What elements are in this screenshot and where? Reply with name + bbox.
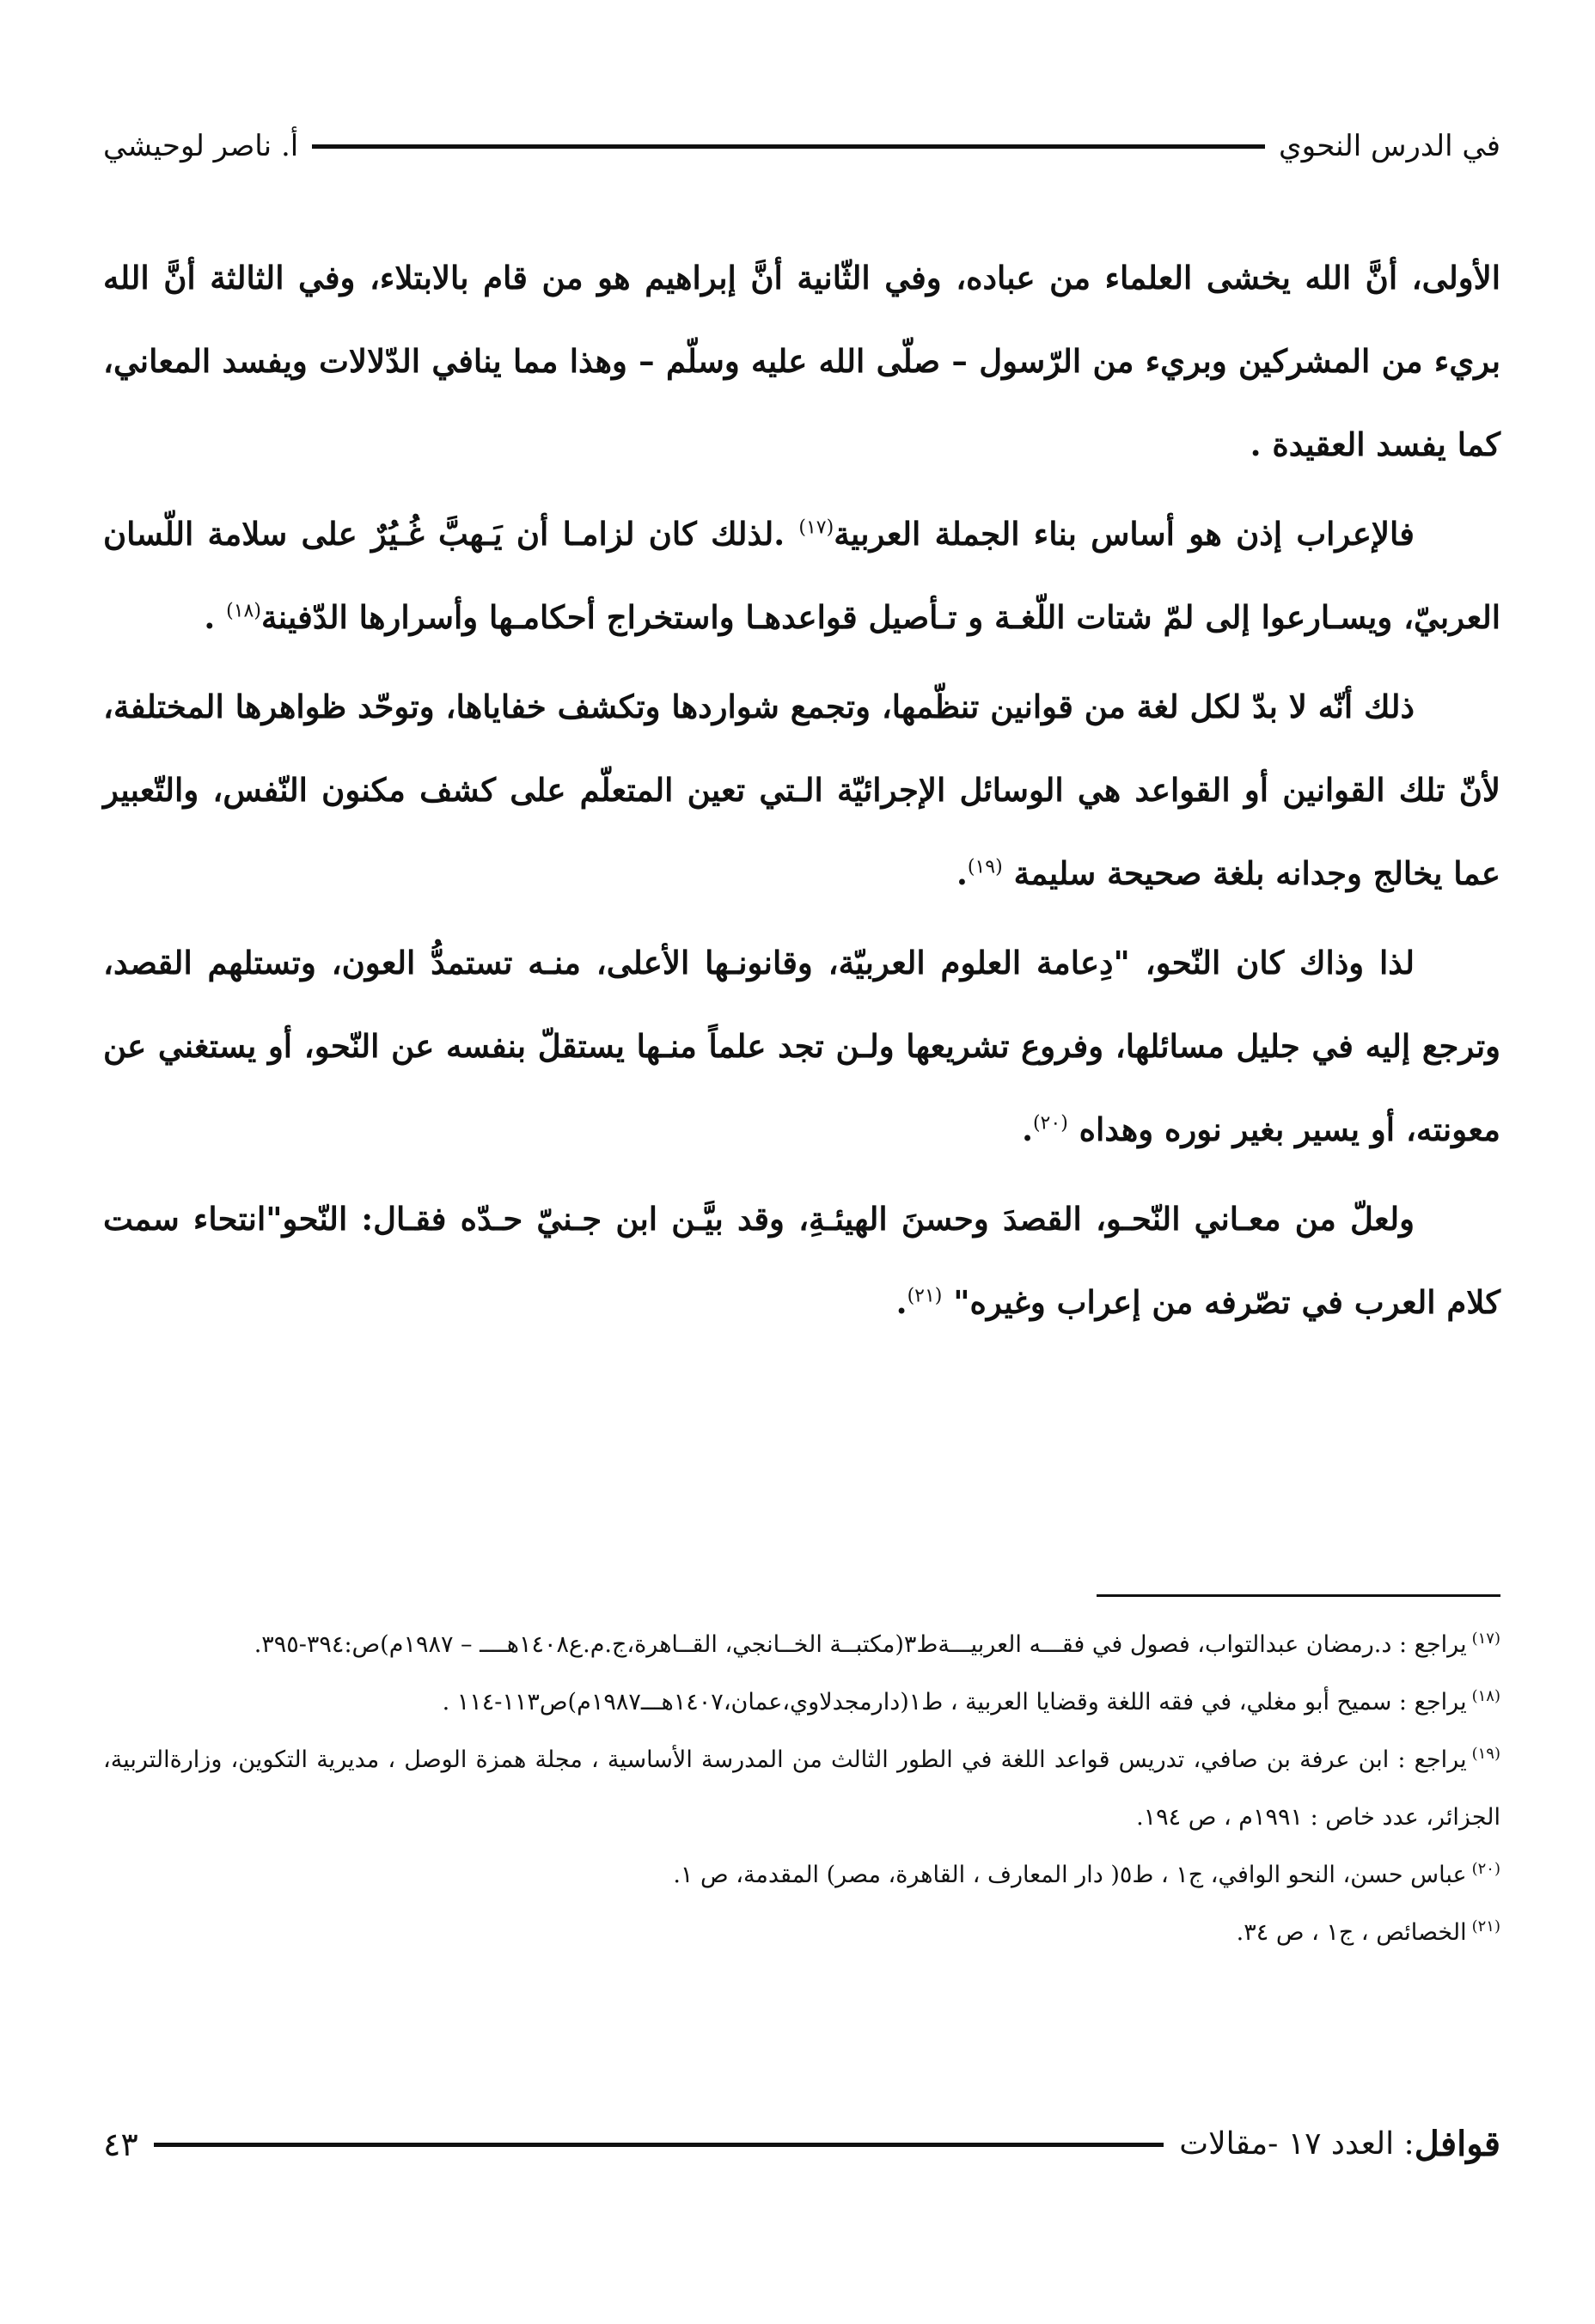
header-rule	[312, 144, 1265, 149]
footnote-number: (١٩)	[1471, 1745, 1500, 1763]
journal-name: قوافل	[1414, 2124, 1500, 2164]
running-footer	[103, 2114, 1500, 2174]
paragraph-text: الأولى، أنَّ الله يخشى العلماء من عباده، وفي الثّانية أنَّ إبراهيم هو من قام بالابتلاء، وفي الثالثة أنَّ الله بريء من المشركين وبريء من الرّسول – صلّى الله عليه وسلّم – وهذا مما ينافي الدّلالات ويفسد المعاني، كما يفسد العقيدة .	[103, 259, 1501, 463]
paragraph-2	[103, 492, 1500, 659]
paragraph-5	[103, 1177, 1500, 1344]
paragraph-text: لذا وذاك كان النّحو، "دِعامة العلوم العربيّة، وقانونـها الأعلى، منـه تستمدُّ العون، وتستلهم القصد، وترجع إليه في جليل مسائلها، وفروع تشريعها ولـن تجد علماً منـها يستقلّ بنفسه عن النّحو، أو يستغني عن معونته، أو يسير بغير نوره وهداه	[103, 944, 1500, 1148]
footnote-number: (١٨)	[1471, 1687, 1500, 1705]
paragraph-1	[103, 236, 1500, 486]
footnote-number: (٢١)	[1471, 1917, 1500, 1936]
paragraph-3	[103, 665, 1500, 915]
footnote-text: عباس حسن، النحو الوافي، ج١ ، ط٥( دار المعارف ، القاهرة، مصر) المقدمة، ص ١.	[673, 1862, 1467, 1888]
header-author: أ. ناصر لوحيشي	[103, 129, 299, 163]
footnote-17	[103, 1616, 1500, 1673]
footnote-text: الخصائص ، ج١ ، ص ٣٤.	[1236, 1919, 1467, 1946]
footnote-21	[103, 1904, 1500, 1961]
footnote-20	[103, 1846, 1500, 1904]
footnote-ref: (١٧)	[798, 517, 834, 539]
footnote-text: يراجع : د.رمضان عبدالتواب، فصول في فقـــه العربيـــةط٣(مكتبــة الخــانجي، القــاهرة،ج.م.ع١٤٠٨هــــ – ١٩٨٧م)ص:٣٩٤-٣٩٥.	[254, 1631, 1467, 1658]
footnote-18	[103, 1673, 1500, 1731]
paragraph-text: .	[204, 598, 227, 636]
footnotes	[103, 1616, 1500, 1961]
paragraph-text: فالإعراب إذن هو أساس بناء الجملة العربية	[834, 515, 1415, 553]
issue-label: : العدد ١٧ -مقالات	[1179, 2126, 1415, 2162]
page-number: ٤٣	[103, 2125, 138, 2163]
footnote-text: يراجع : سميح أبو مغلي، في فقه اللغة وقضايا العربية ، ط١(دارمجدلاوي،عمان،١٤٠٧هـــ١٩٨٧م)ص١١٣-١١٤ .	[442, 1689, 1467, 1715]
article-body	[103, 236, 1500, 1350]
paragraph-text: .	[1022, 1110, 1033, 1148]
footnote-19	[103, 1731, 1500, 1846]
footnote-ref: (٢٠)	[1032, 1112, 1068, 1134]
footer-rule	[154, 2143, 1164, 2147]
paragraph-text: ولعلّ من معـاني النّحـو، القصدَ وحسنَ الهيئـةِ، وقد بيَّـن ابن جـنيّ حـدّه فقـال: النّحو"انتحاء سمت كلام العرب في تصّرفه من إعراب وغيره"	[103, 1200, 1500, 1321]
running-header	[103, 120, 1500, 172]
header-section-title: في الدرس النحوي	[1279, 129, 1500, 163]
footnote-text: يراجع : ابن عرفة بن صافي، تدريس قواعد اللغة في الطور الثالث من المدرسة الأساسية ، مجلة همزة الوصل ، مديرية التكوين، وزارةالتربية، الجزائر، عدد خاص : ١٩٩١م ، ص ١٩٤.	[103, 1746, 1500, 1831]
paragraph-4	[103, 921, 1500, 1171]
paragraph-text: .	[895, 1283, 908, 1321]
footnote-separator	[1097, 1594, 1500, 1597]
paragraph-text: .لذلك كان لزامـا أن يَـهبَّ غُـيُرٌ على سلامة اللّسان العربيّ، ويسـارعوا إلى لمّ شتات اللّغـة و تـأصيل قواعدهـا واستخراج أحكامـها وأسرارها الدّفينة	[103, 515, 1500, 636]
paragraph-text: .	[956, 854, 968, 892]
footnote-number: (١٧)	[1471, 1630, 1500, 1648]
footnote-number: (٢٠)	[1471, 1860, 1500, 1878]
footnote-ref: (١٩)	[967, 856, 1003, 878]
paragraph-text: ذلك أنّه لا بدّ لكل لغة من قوانين تنظّمها، وتجمع شواردها وتكشف خفاياها، وتوحّد ظواهرها المختلفة، لأنّ تلك القوانين أو القواعد هي الوسائل الإجرائيّة الـتي تعين المتعلّم على كشف مكنون النّفس، والتّعبير عما يخالج وجدانه بلغة صحيحة سليمة	[103, 688, 1500, 892]
footnote-ref: (١٨)	[226, 600, 261, 622]
footnote-ref: (٢١)	[907, 1285, 943, 1307]
